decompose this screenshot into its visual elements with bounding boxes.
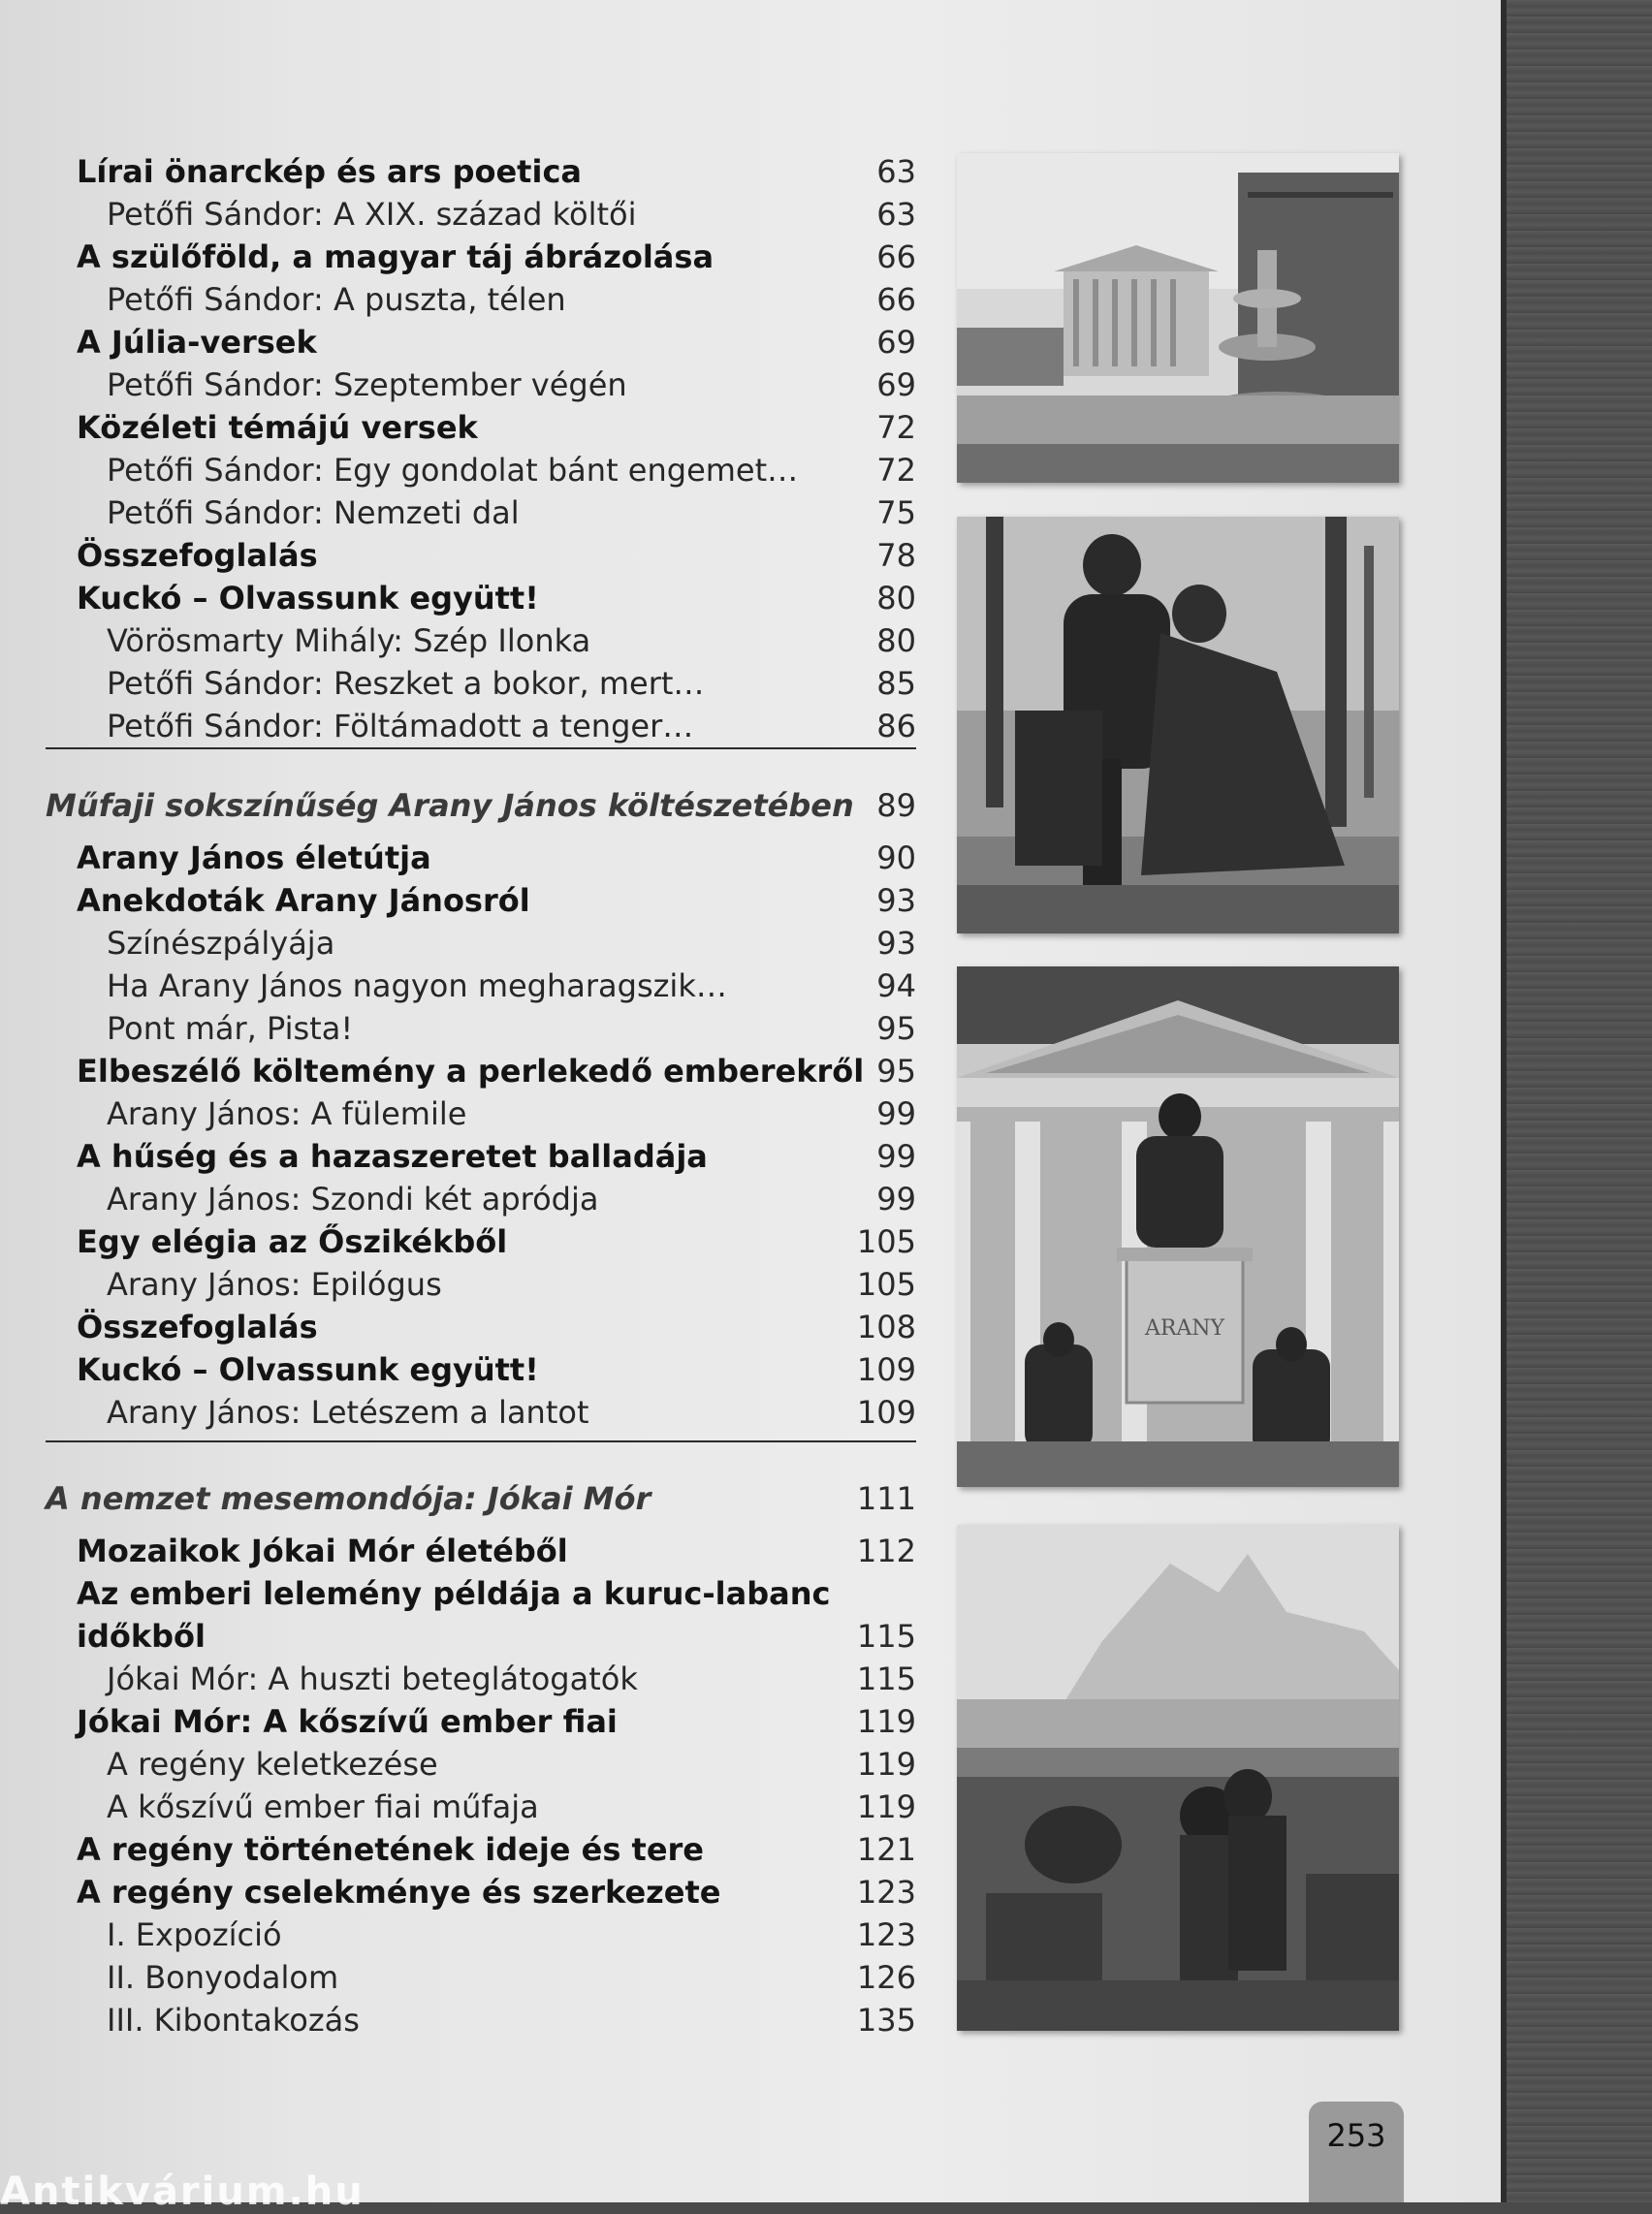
toc-chapter-entry bbox=[0, 839, 916, 878]
toc-entry-page: 119 bbox=[856, 1788, 916, 1825]
toc-chapter-entry bbox=[0, 882, 916, 921]
toc-entry-title: Petőfi Sándor: A puszta, télen bbox=[107, 281, 566, 318]
illustration-arany-monument bbox=[957, 966, 1399, 1487]
toc-entry-page: 126 bbox=[856, 1959, 916, 1996]
toc-entry-page: 112 bbox=[856, 1533, 916, 1569]
toc-chapter-entry bbox=[0, 580, 916, 618]
toc-entry-title: A regény keletkezése bbox=[107, 1746, 438, 1783]
toc-entry-page: 121 bbox=[856, 1831, 916, 1868]
toc-entry-page: 78 bbox=[876, 537, 916, 574]
toc-entry-title: Arany János: Epilógus bbox=[107, 1266, 442, 1303]
toc-subentry bbox=[0, 1394, 916, 1433]
toc-entry-page: 66 bbox=[876, 281, 916, 318]
toc-chapter-entry bbox=[0, 238, 916, 277]
monument-inscription: ARANY bbox=[1144, 1316, 1225, 1341]
toc-entry-page: 111 bbox=[856, 1480, 916, 1517]
toc-subentry bbox=[0, 622, 916, 661]
toc-entry-title: Petőfi Sándor: Reszket a bokor, mert… bbox=[107, 665, 705, 702]
toc-entry-page: 99 bbox=[876, 1181, 916, 1218]
toc-entry-page: 123 bbox=[856, 1874, 916, 1911]
toc-chapter-entry bbox=[0, 1618, 916, 1657]
toc-subentry bbox=[0, 1266, 916, 1305]
toc-entry-page: 135 bbox=[856, 2002, 916, 2039]
toc-subentry bbox=[0, 452, 916, 490]
toc-subentry bbox=[0, 1660, 916, 1699]
toc-entry-page: 123 bbox=[856, 1916, 916, 1953]
toc-entry-title: A regény cselekménye és szerkezete bbox=[77, 1874, 721, 1911]
toc-entry-title: Anekdoták Arany Jánosról bbox=[77, 882, 530, 919]
toc-entry-title: I. Expozíció bbox=[107, 1916, 282, 1953]
toc-entry-page: 63 bbox=[876, 153, 916, 190]
toc-entry-page: 99 bbox=[876, 1095, 916, 1132]
toc-subentry bbox=[0, 1959, 916, 1998]
toc-entry-page: 72 bbox=[876, 409, 916, 446]
toc-entry-title: Petőfi Sándor: Föltámadott a tenger… bbox=[107, 708, 694, 744]
toc-entry-title: III. Kibontakozás bbox=[107, 2002, 360, 2039]
toc-entry-page: 89 bbox=[876, 787, 916, 824]
toc-entry-title: A regény történetének ideje és tere bbox=[77, 1831, 704, 1868]
toc-entry-page: 119 bbox=[856, 1746, 916, 1783]
toc-chapter-entry bbox=[0, 1309, 916, 1347]
toc-subentry bbox=[0, 1181, 916, 1219]
toc-subentry bbox=[0, 494, 916, 533]
toc-section-heading bbox=[0, 787, 916, 826]
toc-subentry bbox=[0, 967, 916, 1006]
toc-entry-page: 94 bbox=[876, 967, 916, 1004]
toc-entry-page: 75 bbox=[876, 494, 916, 531]
toc-entry-title: Pont már, Pista! bbox=[107, 1010, 354, 1047]
toc-entry-title: Jókai Mór: A kőszívű ember fiai bbox=[77, 1703, 618, 1740]
toc-entry-page: 69 bbox=[876, 324, 916, 361]
toc-chapter-entry bbox=[0, 409, 916, 448]
toc-entry-title: Műfaji sokszínűség Arany János költészetében bbox=[46, 787, 854, 824]
toc-chapter-entry bbox=[0, 1223, 916, 1262]
toc-entry-page: 72 bbox=[876, 452, 916, 489]
toc-entry-page: 109 bbox=[856, 1394, 916, 1431]
toc-chapter-entry bbox=[0, 1053, 916, 1091]
toc-entry-title: időkből bbox=[77, 1618, 206, 1655]
toc-entry-page: 115 bbox=[856, 1618, 916, 1655]
toc-entry-page: 108 bbox=[856, 1309, 916, 1345]
toc-entry-title: II. Bonyodalom bbox=[107, 1959, 339, 1996]
watermark: Antikvárium.hu bbox=[0, 2169, 365, 2214]
toc-entry-page: 93 bbox=[876, 925, 916, 962]
toc-entry-page: 93 bbox=[876, 882, 916, 919]
toc-entry-title: A nemzet mesemondója: Jókai Mór bbox=[46, 1480, 651, 1517]
section-divider bbox=[46, 1440, 916, 1442]
toc-entry-title: A Júlia-versek bbox=[77, 324, 317, 361]
toc-entry-title: Összefoglalás bbox=[77, 537, 318, 574]
toc-entry-page: 109 bbox=[856, 1351, 916, 1388]
toc-entry-page: 90 bbox=[876, 839, 916, 876]
toc-subentry bbox=[0, 1095, 916, 1134]
toc-subentry bbox=[0, 1010, 916, 1049]
toc-chapter-entry bbox=[0, 1351, 916, 1390]
toc-entry-title: Petőfi Sándor: Nemzeti dal bbox=[107, 494, 520, 531]
illustration-statue-pair bbox=[957, 517, 1399, 933]
illustration-battle-scene bbox=[957, 1525, 1399, 2031]
toc-entry-title: Petőfi Sándor: Egy gondolat bánt engemet… bbox=[107, 452, 799, 489]
toc-chapter-entry bbox=[0, 324, 916, 363]
toc-entry-title: Arany János: Szondi két apródja bbox=[107, 1181, 599, 1218]
toc-entry-page: 86 bbox=[876, 708, 916, 744]
toc-entry-title: Elbeszélő költemény a perlekedő emberekről bbox=[77, 1053, 865, 1090]
toc-chapter-entry bbox=[0, 153, 916, 192]
toc-entry-title: Összefoglalás bbox=[77, 1309, 318, 1345]
toc-entry-page: 85 bbox=[876, 665, 916, 702]
toc-entry-page: 80 bbox=[876, 580, 916, 617]
toc-chapter-entry bbox=[0, 1533, 916, 1571]
toc-entry-title: Közéleti témájú versek bbox=[77, 409, 478, 446]
toc-subentry bbox=[0, 281, 916, 320]
toc-entry-title: Ha Arany János nagyon megharagszik… bbox=[107, 967, 727, 1004]
toc-chapter-entry bbox=[0, 1138, 916, 1177]
toc-entry-title: Petőfi Sándor: Szeptember végén bbox=[107, 366, 627, 403]
toc-entry-page: 63 bbox=[876, 196, 916, 233]
toc-entry-title: Színészpályája bbox=[107, 925, 335, 962]
page-edge-shadow bbox=[1501, 0, 1507, 2202]
toc-subentry bbox=[0, 665, 916, 704]
toc-entry-page: 95 bbox=[876, 1053, 916, 1090]
page-edge-background bbox=[1501, 0, 1652, 2202]
toc-chapter-entry bbox=[0, 1831, 916, 1870]
toc-entry-page: 69 bbox=[876, 366, 916, 403]
toc-subentry bbox=[0, 1788, 916, 1827]
toc-entry-page: 105 bbox=[856, 1266, 916, 1303]
toc-entry-page: 80 bbox=[876, 622, 916, 659]
page-number-tab: 253 bbox=[1309, 2102, 1404, 2202]
toc-entry-title: Vörösmarty Mihály: Szép Ilonka bbox=[107, 622, 591, 659]
toc-entry-page: 95 bbox=[876, 1010, 916, 1047]
toc-entry-title: Kuckó – Olvassunk együtt! bbox=[77, 580, 539, 617]
toc-subentry bbox=[0, 2002, 916, 2040]
toc-entry-title: Egy elégia az Őszikékből bbox=[77, 1223, 508, 1260]
toc-subentry bbox=[0, 196, 916, 235]
toc-chapter-entry bbox=[0, 1874, 916, 1913]
toc-entry-title: Jókai Mór: A huszti beteglátogatók bbox=[107, 1660, 638, 1697]
toc-subentry bbox=[0, 925, 916, 964]
toc-entry-title: A szülőföld, a magyar táj ábrázolása bbox=[77, 238, 715, 275]
toc-entry-page: 66 bbox=[876, 238, 916, 275]
toc-entry-title: Kuckó – Olvassunk együtt! bbox=[77, 1351, 539, 1388]
toc-entry-title: Lírai önarckép és ars poetica bbox=[77, 153, 582, 190]
toc-entry-title: Petőfi Sándor: A XIX. század költői bbox=[107, 196, 637, 233]
toc-entry-page: 105 bbox=[856, 1223, 916, 1260]
section-divider bbox=[46, 747, 916, 749]
toc-chapter-entry bbox=[0, 537, 916, 576]
toc-chapter-entry bbox=[0, 1575, 916, 1614]
toc-subentry bbox=[0, 1746, 916, 1785]
toc-chapter-entry bbox=[0, 1703, 916, 1742]
toc-entry-page: 119 bbox=[856, 1703, 916, 1740]
toc-subentry bbox=[0, 1916, 916, 1955]
illustration-museum-square bbox=[957, 153, 1399, 483]
toc-entry-title: Arany János: A fülemile bbox=[107, 1095, 467, 1132]
toc-entry-page: 99 bbox=[876, 1138, 916, 1175]
toc-subentry bbox=[0, 708, 916, 746]
toc-entry-title: Mozaikok Jókai Mór életéből bbox=[77, 1533, 568, 1569]
toc-entry-title: Az emberi lelemény példája a kuruc-labanc bbox=[77, 1575, 831, 1612]
toc-entry-page: 115 bbox=[856, 1660, 916, 1697]
toc-entry-title: A hűség és a hazaszeretet balladája bbox=[77, 1138, 708, 1175]
toc-entry-title: A kőszívű ember fiai műfaja bbox=[107, 1788, 539, 1825]
toc-section-heading bbox=[0, 1480, 916, 1519]
toc-entry-title: Arany János: Letészem a lantot bbox=[107, 1394, 589, 1431]
toc-entry-title: Arany János életútja bbox=[77, 839, 431, 876]
toc-subentry bbox=[0, 366, 916, 405]
